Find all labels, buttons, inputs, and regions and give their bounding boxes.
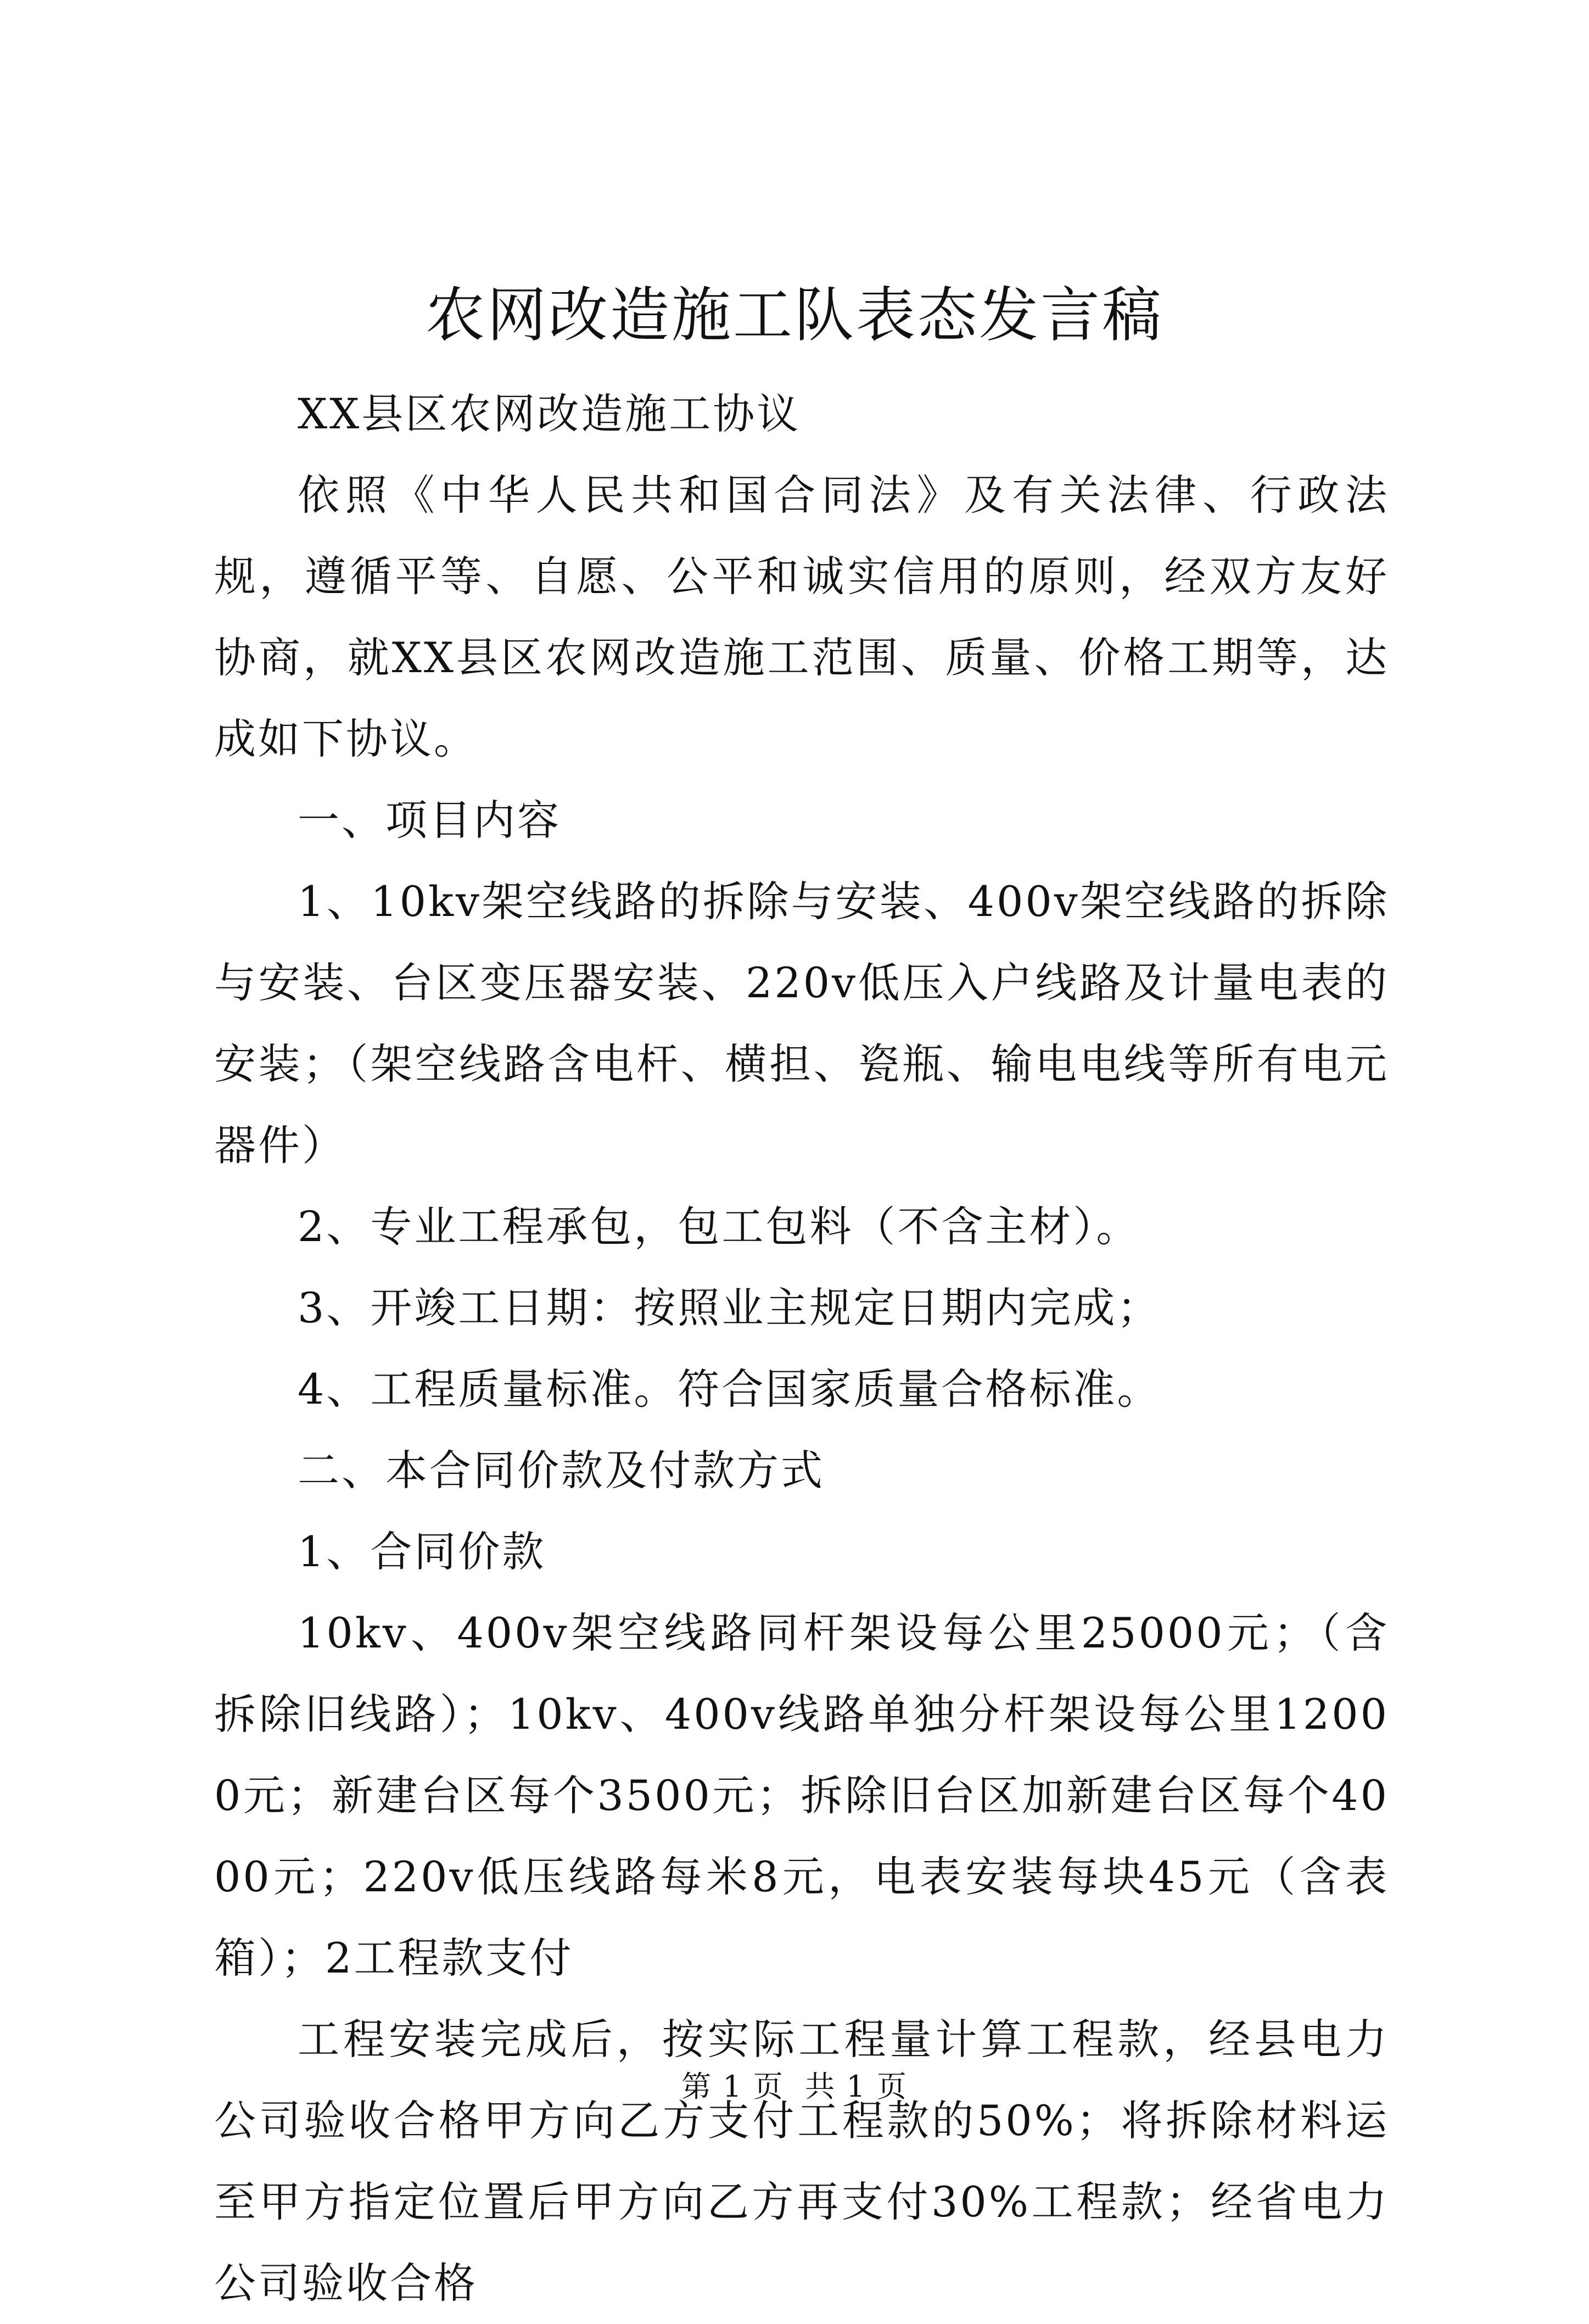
page-number-label: 第 1 页 共 1 页 <box>681 2069 908 2104</box>
paragraph-item-4: 4、工程质量标准。符合国家质量合格标准。 <box>298 1365 1161 1414</box>
document-body <box>214 373 1389 2324</box>
paragraph-preamble: 依照《中华人民共和国合同法》及有关法律、行政法规，遵循平等、自愿、公平和诚实信用的原则，经双方友好协商，就XX县区农网改造施工范围、质量、价格工期等，达成如下协议。 <box>214 471 1389 763</box>
paragraph-item-3: 3、开竣工日期：按照业主规定日期内完成； <box>298 1283 1161 1332</box>
paragraph-item-1: 1、10kv架空线路的拆除与安装、400v架空线路的拆除与安装、台区变压器安装、220v低压入户线路及计量电表的安装；（架空线路含电杆、横担、瓷瓶、输电电线等所有电元器件） <box>214 877 1389 1170</box>
paragraph-payment-terms: 工程安装完成后，按实际工程量计算工程款，经县电力公司验收合格甲方向乙方支付工程款的50%；将拆除材料运至甲方指定位置后甲方向乙方再支付30%工程款；经省电力公司验收合格 <box>214 2015 1389 2308</box>
paragraph-price-details: 10kv、400v架空线路同杆架设每公里25000元；（含拆除旧线路）；10kv、400v线路单独分杆架设每公里12000元；新建台区每个3500元；拆除旧台区加新建台区每个4000元；220v低压线路每米8元，电表安装每块45元（含表箱）；2工程款支付 <box>214 1608 1389 1982</box>
heading-contract-price: 1、合同价款 <box>298 1527 546 1576</box>
paragraph-agreement-name: XX县区农网改造施工协议 <box>298 389 801 438</box>
paragraph-item-2: 2、专业工程承包，包工包料（不含主材）。 <box>298 1202 1140 1251</box>
heading-price-payment: 二、本合同价款及付款方式 <box>298 1446 825 1495</box>
page-footer <box>0 2068 1589 2106</box>
heading-project-content: 一、项目内容 <box>298 796 561 845</box>
document-title: 农网改造施工队表态发言稿 <box>425 281 1163 350</box>
